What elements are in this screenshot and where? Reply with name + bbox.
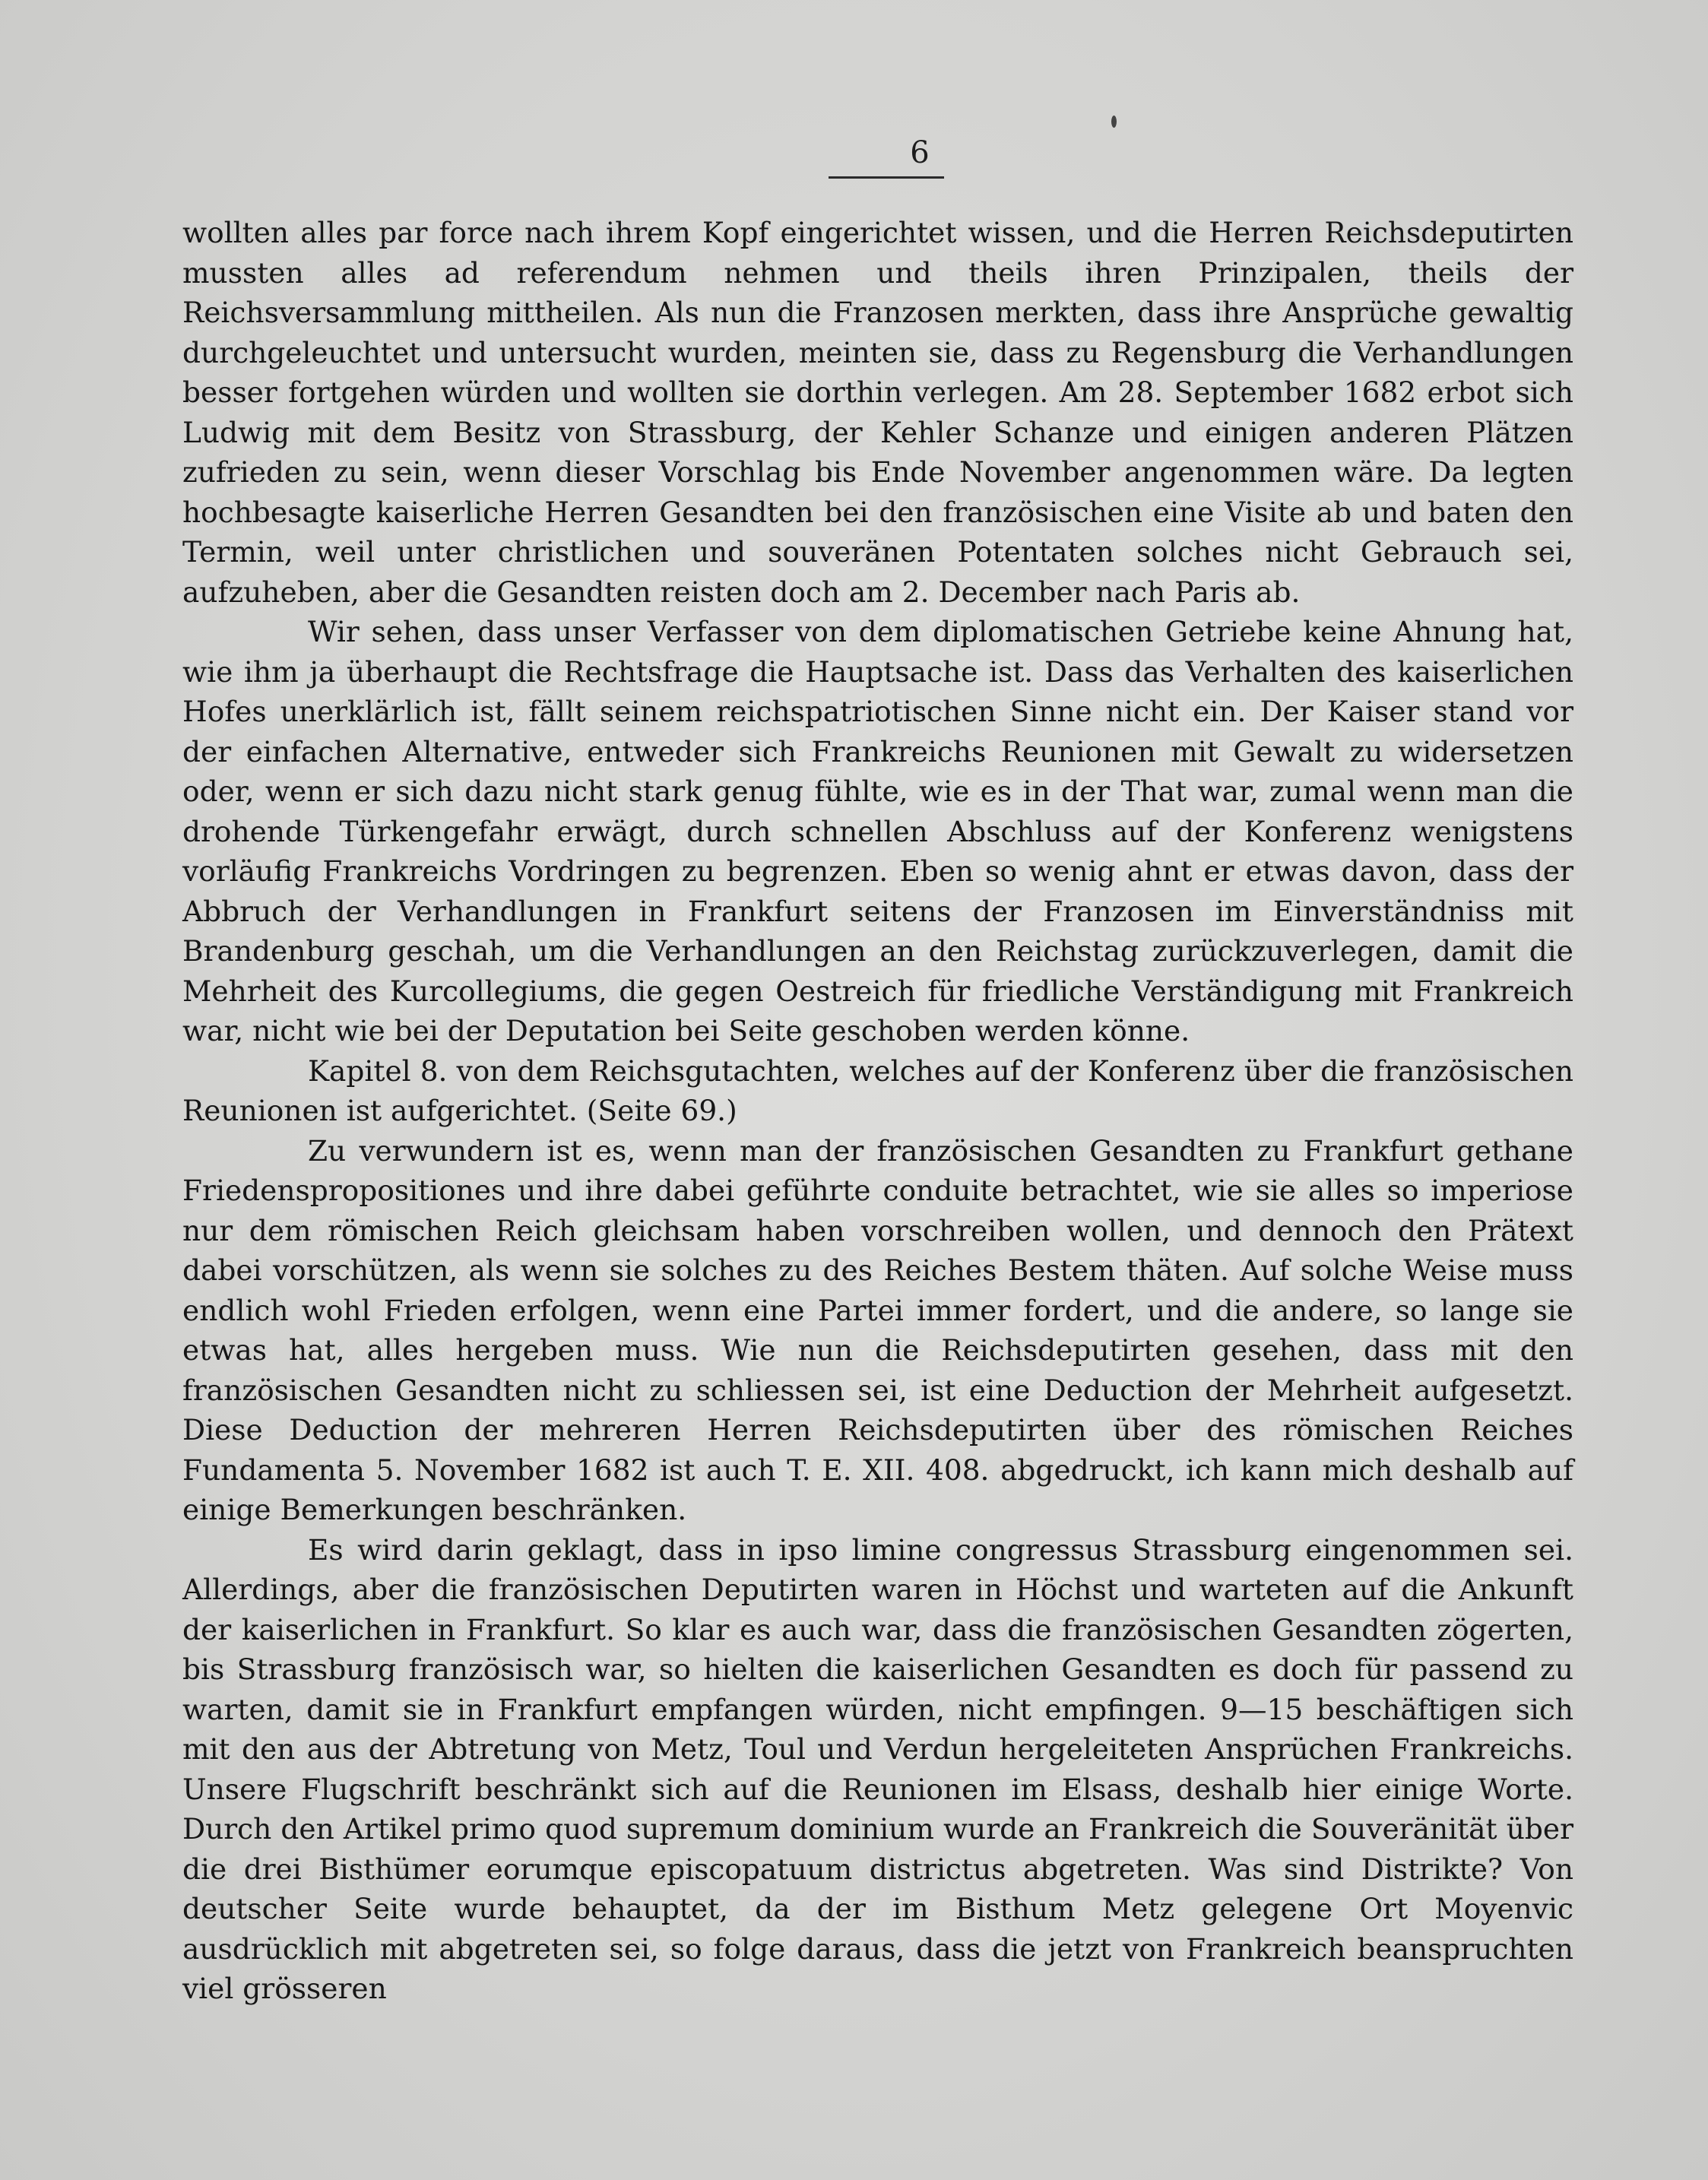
body-text bbox=[182, 213, 1573, 2009]
paragraph-5: Es wird darin geklagt, dass in ipso limine congressus Strassburg eingenommen sei. Allerdings, aber die französischen Deputirten waren in Höchst und warteten auf die Ankunft der kaiserlichen in Frankfurt. So klar es auch war, dass die französischen Gesandten zögerten, bis Strassburg französisch war, so hielten die kaiserlichen Gesandten es doch für passend zu warten, damit sie in Frankfurt empfangen würden, nicht empfingen. 9—15 beschäftigen sich mit den aus der Abtretung von Metz, Toul und Verdun hergeleiteten Ansprüchen Frankreichs. Unsere Flugschrift beschränkt sich auf die Reunionen im Elsass, deshalb hier einige Worte. Durch den Artikel primo quod supremum dominium wurde an Frankreich die Souveränität über die drei Bisthümer eorumque episcopatuum districtus abgetreten. Was sind Distrikte? Von deutscher Seite wurde behauptet, da der im Bisthum Metz gelegene Ort Moyenvic ausdrücklich mit abgetreten sei, so folge daraus, dass die jetzt von Frankreich beanspruchten viel grösseren bbox=[182, 1532, 1573, 2005]
paragraph-1: wollten alles par force nach ihrem Kopf eingerichtet wissen, und die Herren Reichsdeputirten mussten alles ad referendum nehmen und theils ihren Prinzipalen, theils der Reichsversammlung mittheilen. Als nun die Franzosen merkten, dass ihre Ansprüche gewaltig durchgeleuchtet und untersucht wurden, meinten sie, dass zu Regensburg die Verhandlungen besser fortgehen würden und wollten sie dorthin verlegen. Am 28. September 1682 erbot sich Ludwig mit dem Besitz von Strassburg, der Kehler Schanze und einigen anderen Plätzen zufrieden zu sein, wenn dieser Vorschlag bis Ende November angenommen wäre. Da legten hochbesagte kaiserliche Herren Gesandten bei den französischen eine Visite ab und baten den Termin, weil unter christlichen und souveränen Potentaten solches nicht Gebrauch sei, aufzuheben, aber die Gesandten reisten doch am 2. December nach Paris ab. bbox=[182, 216, 1573, 609]
paragraph-4: Zu verwundern ist es, wenn man der französischen Gesandten zu Frankfurt gethane Friedenspropositiones und ihre dabei geführte conduite betrachtet, wie sie alles so imperiose nur dem römischen Reich gleichsam haben vorschreiben wollen, und dennoch den Prätext dabei vorschützen, als wenn sie solches zu des Reiches Bestem thäten. Auf solche Weise muss endlich wohl Frieden erfolgen, wenn eine Partei immer fordert, und die andere, so lange sie etwas hat, alles hergeben muss. Wie nun die Reichsdeputirten gesehen, dass mit den französischen Gesandten nicht zu schliessen sei, ist eine Deduction der Mehrheit aufgesetzt. Diese Deduction der mehreren Herren Reichsdeputirten über des römischen Reiches Fundamenta 5. November 1682 ist auch T. E. XII. 408. abgedruckt, ich kann mich deshalb auf einige Bemerkungen beschränken. bbox=[182, 1133, 1573, 1526]
page-number-rule bbox=[829, 176, 944, 179]
page-number: 6 bbox=[910, 135, 930, 170]
scan-speck bbox=[1111, 116, 1117, 128]
paragraph-3-chapter-heading: Kapitel 8. von dem Reichsgutachten, welches auf der Konferenz über die französischen Reunionen ist aufgerichtet. (Seite 69.) bbox=[182, 1054, 1573, 1127]
paragraph-2: Wir sehen, dass unser Verfasser von dem diplomatischen Getriebe keine Ahnung hat, wie ihm ja überhaupt die Rechtsfrage die Hauptsache ist. Dass das Verhalten des kaiserlichen Hofes unerklärlich ist, fällt seinem reichspatriotischen Sinne nicht ein. Der Kaiser stand vor der einfachen Alternative, entweder sich Frankreichs Reunionen mit Gewalt zu widersetzen oder, wenn er sich dazu nicht stark genug fühlte, wie es in der That war, zumal wenn man die drohende Türkengefahr erwägt, durch schnellen Abschluss auf der Konferenz wenigstens vorläufig Frankreichs Vordringen zu begrenzen. Eben so wenig ahnt er etwas davon, dass der Abbruch der Verhandlungen in Frankfurt seitens der Franzosen im Einverständniss mit Brandenburg geschah, um die Verhandlungen an den Reichstag zurückzuverlegen, damit die Mehrheit des Kurcollegiums, die gegen Oestreich für friedliche Verständigung mit Frankreich war, nicht wie bei der Deputation bei Seite geschoben werden könne. bbox=[182, 615, 1573, 1047]
